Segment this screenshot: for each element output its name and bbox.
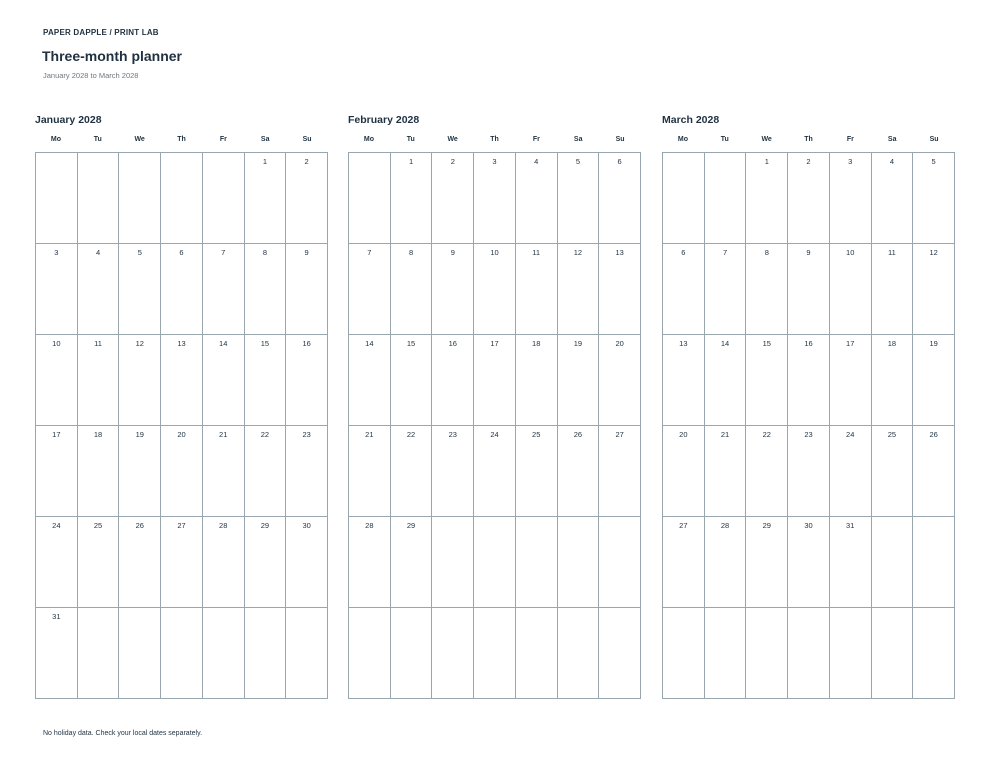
day-cell[interactable] [872,244,914,335]
day-cell[interactable] [746,244,788,335]
day-cell[interactable] [705,335,747,426]
month-title: March 2028 [662,114,720,126]
day-number: 4 [534,157,539,166]
day-number: 11 [888,248,896,257]
empty-day-cell[interactable] [349,153,391,244]
day-number: 23 [448,430,457,439]
day-cell[interactable] [36,335,78,426]
day-number: 1 [764,157,769,166]
day-cell[interactable] [36,244,78,335]
month-calendar-february [348,113,641,699]
day-number: 8 [408,248,414,257]
weekday-label: Mo [677,136,688,143]
day-cell[interactable] [705,426,747,517]
day-number: 26 [929,430,938,439]
day-cell[interactable] [913,244,955,335]
empty-day-cell[interactable] [36,153,78,244]
empty-day-cell[interactable] [516,608,558,699]
empty-day-cell[interactable] [286,608,328,699]
day-number: 31 [52,612,61,621]
day-cell[interactable] [830,517,872,608]
day-number: 2 [450,157,455,166]
day-number: 8 [764,248,769,257]
weekday-label: Th [804,136,813,143]
day-number: 24 [846,430,855,439]
day-number: 23 [804,430,813,439]
day-number: 5 [931,157,936,166]
day-cell[interactable] [516,244,558,335]
day-cell[interactable] [663,426,705,517]
day-number: 7 [367,248,372,257]
day-cell[interactable] [78,244,120,335]
day-number: 15 [406,339,416,348]
day-number: 27 [615,430,624,439]
day-cell[interactable] [78,517,120,608]
day-number: 17 [52,430,61,439]
day-number: 18 [532,339,541,348]
day-number: 28 [720,521,730,530]
empty-day-cell[interactable] [830,608,872,699]
day-cell[interactable] [286,517,328,608]
day-number: 7 [221,248,226,257]
weekday-header [348,133,641,147]
day-cell[interactable] [746,335,788,426]
day-number: 28 [219,521,228,530]
day-cell[interactable] [245,426,287,517]
empty-day-cell[interactable] [474,608,516,699]
day-cell[interactable] [349,335,391,426]
day-cell[interactable] [203,426,245,517]
empty-day-cell[interactable] [391,608,433,699]
empty-day-cell[interactable] [663,153,705,244]
weekday-label: Sa [887,136,897,143]
day-number: 6 [179,248,184,257]
day-number: 16 [448,339,457,348]
day-number: 24 [490,430,499,439]
day-number: 20 [679,430,688,439]
empty-day-cell[interactable] [872,517,914,608]
day-cell[interactable] [746,517,788,608]
day-cell[interactable] [705,244,747,335]
empty-day-cell[interactable] [432,608,474,699]
day-number: 5 [575,157,580,166]
page-subtitle: January 2028 to March 2028 [43,71,139,80]
empty-day-cell[interactable] [119,153,161,244]
empty-day-cell[interactable] [203,608,245,699]
day-number: 1 [408,157,414,166]
day-number: 19 [929,339,938,348]
day-number: 6 [617,157,622,166]
day-cell[interactable] [78,335,120,426]
empty-day-cell[interactable] [474,517,516,608]
day-cell[interactable] [245,244,287,335]
day-number: 5 [137,248,142,257]
day-cell[interactable] [119,517,161,608]
day-number: 12 [573,248,583,257]
day-number: 21 [219,430,228,439]
month-title: January 2028 [35,114,102,126]
weekday-label: Tu [720,136,729,143]
day-number: 21 [365,430,374,439]
empty-day-cell[interactable] [349,608,391,699]
day-number: 17 [490,339,499,348]
day-number: 15 [762,339,771,348]
day-cell[interactable] [558,244,600,335]
day-cell[interactable] [203,517,245,608]
empty-day-cell[interactable] [663,608,705,699]
weekday-label: Th [177,136,186,143]
day-number: 18 [887,339,897,348]
day-number: 17 [846,339,855,348]
day-number: 10 [846,248,855,257]
empty-day-cell[interactable] [872,608,914,699]
day-number: 20 [615,339,624,348]
day-cell[interactable] [599,244,641,335]
day-cell[interactable] [161,335,203,426]
day-cell[interactable] [788,244,830,335]
weekday-label: Su [929,136,939,143]
day-cell[interactable] [161,426,203,517]
month-grid [35,152,328,699]
empty-day-cell[interactable] [516,517,558,608]
day-number: 25 [887,430,897,439]
month-grid [348,152,641,699]
day-cell[interactable] [474,335,516,426]
day-cell[interactable] [391,335,433,426]
empty-day-cell[interactable] [599,608,641,699]
weekday-label: We [447,136,458,143]
day-cell[interactable] [432,426,474,517]
empty-day-cell[interactable] [599,517,641,608]
day-number: 24 [52,521,61,530]
empty-day-cell[interactable] [705,608,747,699]
day-number: 20 [177,430,186,439]
day-cell[interactable] [432,335,474,426]
weekday-header [662,133,955,147]
day-cell[interactable] [663,335,705,426]
day-number: 23 [302,430,311,439]
month-grid [662,152,955,699]
day-cell[interactable] [830,426,872,517]
day-number: 26 [135,521,144,530]
day-number: 10 [52,339,61,348]
day-cell[interactable] [663,244,705,335]
day-number: 4 [889,157,894,166]
day-number: 11 [94,339,102,348]
day-cell[interactable] [872,426,914,517]
day-number: 12 [929,248,938,257]
day-cell[interactable] [245,335,287,426]
day-cell[interactable] [286,335,328,426]
day-cell[interactable] [746,153,788,244]
day-cell[interactable] [36,608,78,699]
day-cell[interactable] [788,153,830,244]
empty-day-cell[interactable] [705,153,747,244]
empty-day-cell[interactable] [432,517,474,608]
day-number: 14 [219,339,228,348]
day-number: 8 [262,248,267,257]
day-number: 25 [93,521,103,530]
day-number: 9 [304,248,309,257]
day-cell[interactable] [663,517,705,608]
day-cell[interactable] [349,426,391,517]
day-cell[interactable] [203,335,245,426]
day-number: 7 [722,248,728,257]
day-cell[interactable] [474,426,516,517]
day-cell[interactable] [119,426,161,517]
empty-day-cell[interactable] [161,153,203,244]
weekday-header [35,133,328,147]
day-cell[interactable] [474,244,516,335]
day-cell[interactable] [78,426,120,517]
day-cell[interactable] [599,153,641,244]
day-number: 19 [135,430,144,439]
weekday-label: Sa [260,136,270,143]
day-number: 18 [93,430,103,439]
empty-day-cell[interactable] [78,608,120,699]
weekday-label: Su [615,136,625,143]
day-cell[interactable] [203,244,245,335]
day-number: 10 [490,248,499,257]
day-number: 22 [406,430,416,439]
day-cell[interactable] [516,335,558,426]
day-number: 30 [804,521,813,530]
day-cell[interactable] [599,335,641,426]
empty-day-cell[interactable] [558,608,600,699]
weekday-label: We [761,136,772,143]
day-number: 16 [804,339,813,348]
day-cell[interactable] [432,244,474,335]
weekday-label: Sa [573,136,583,143]
day-number: 6 [681,248,686,257]
day-number: 26 [573,430,583,439]
day-number: 14 [365,339,374,348]
day-number: 13 [177,339,186,348]
empty-day-cell[interactable] [203,153,245,244]
day-cell[interactable] [516,426,558,517]
day-cell[interactable] [432,153,474,244]
day-number: 2 [304,157,309,166]
day-cell[interactable] [474,153,516,244]
day-number: 12 [135,339,144,348]
brand-label: PAPER DAPPLE / PRINT LAB [43,28,159,37]
empty-day-cell[interactable] [78,153,120,244]
day-number: 28 [365,521,374,530]
empty-day-cell[interactable] [558,517,600,608]
day-number: 21 [720,430,730,439]
empty-day-cell[interactable] [746,608,788,699]
weekday-label: Fr [532,136,540,143]
day-cell[interactable] [830,153,872,244]
weekday-label: Tu [406,136,415,143]
month-calendar-march [662,113,955,699]
day-number: 9 [450,248,455,257]
day-cell[interactable] [872,153,914,244]
empty-day-cell[interactable] [913,608,955,699]
empty-day-cell[interactable] [161,608,203,699]
day-number: 31 [846,521,855,530]
day-cell[interactable] [788,335,830,426]
day-cell[interactable] [245,153,287,244]
footer-note: No holiday data. Check your local dates separately. [43,730,203,737]
day-number: 29 [762,521,771,530]
day-cell[interactable] [516,153,558,244]
day-number: 22 [260,430,270,439]
weekday-label: Tu [93,136,102,143]
day-cell[interactable] [830,335,872,426]
day-cell[interactable] [913,426,955,517]
weekday-label: Th [490,136,499,143]
day-number: 30 [302,521,311,530]
day-cell[interactable] [349,517,391,608]
weekday-label: Su [302,136,312,143]
day-cell[interactable] [36,517,78,608]
empty-day-cell[interactable] [788,608,830,699]
day-cell[interactable] [161,244,203,335]
day-cell[interactable] [705,517,747,608]
empty-day-cell[interactable] [119,608,161,699]
day-cell[interactable] [558,153,600,244]
day-cell[interactable] [36,426,78,517]
day-number: 1 [262,157,267,166]
day-number: 2 [806,157,811,166]
day-number: 13 [679,339,688,348]
empty-day-cell[interactable] [245,608,287,699]
day-number: 27 [679,521,688,530]
day-cell[interactable] [286,426,328,517]
day-cell[interactable] [391,153,433,244]
day-cell[interactable] [119,335,161,426]
weekday-label: We [134,136,145,143]
day-cell[interactable] [391,426,433,517]
day-cell[interactable] [788,426,830,517]
day-cell[interactable] [391,244,433,335]
day-number: 14 [720,339,730,348]
empty-day-cell[interactable] [913,517,955,608]
day-number: 9 [806,248,811,257]
day-cell[interactable] [913,153,955,244]
day-number: 29 [260,521,270,530]
weekday-label: Fr [846,136,854,143]
day-cell[interactable] [558,426,600,517]
day-cell[interactable] [872,335,914,426]
day-number: 4 [95,248,101,257]
day-cell[interactable] [161,517,203,608]
day-cell[interactable] [286,153,328,244]
page-title: Three-month planner [42,48,183,64]
weekday-label: Fr [219,136,227,143]
day-number: 11 [532,248,541,257]
day-number: 3 [492,157,497,166]
day-cell[interactable] [119,244,161,335]
day-number: 29 [406,521,416,530]
month-title: February 2028 [348,114,420,126]
weekday-label: Mo [50,136,61,143]
day-number: 3 [848,157,853,166]
day-cell[interactable] [391,517,433,608]
day-number: 25 [532,430,541,439]
day-number: 15 [260,339,270,348]
day-cell[interactable] [913,335,955,426]
day-number: 22 [762,430,771,439]
day-number: 16 [302,339,311,348]
day-cell[interactable] [349,244,391,335]
day-number: 13 [615,248,624,257]
day-cell[interactable] [599,426,641,517]
day-number: 27 [177,521,186,530]
day-cell[interactable] [245,517,287,608]
month-calendar-january [35,113,328,699]
day-cell[interactable] [830,244,872,335]
day-cell[interactable] [746,426,788,517]
day-number: 19 [573,339,583,348]
day-cell[interactable] [286,244,328,335]
day-cell[interactable] [788,517,830,608]
day-cell[interactable] [558,335,600,426]
weekday-label: Mo [363,136,374,143]
day-number: 3 [54,248,59,257]
